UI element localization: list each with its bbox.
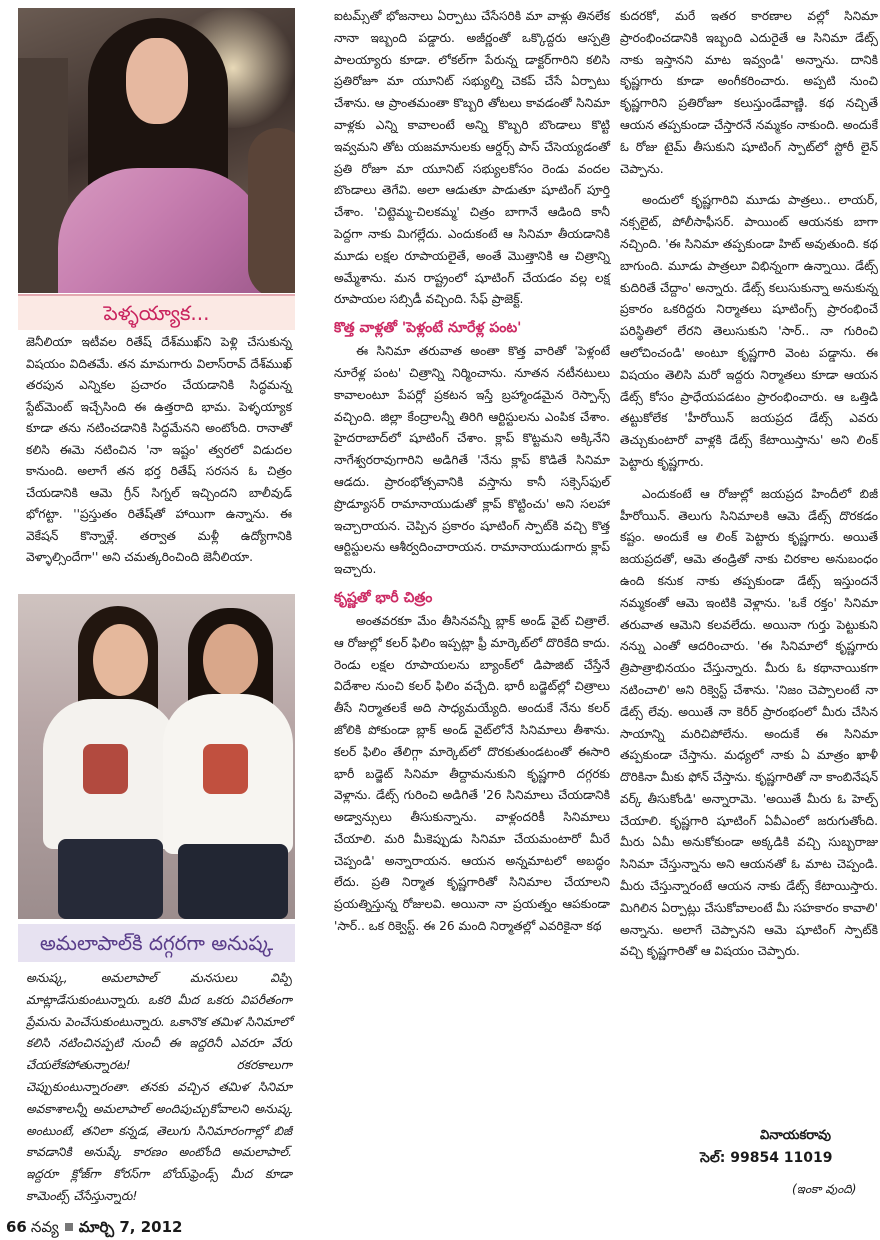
page-number: 66	[6, 1218, 27, 1236]
story-body-genelia	[26, 332, 292, 569]
story-heading-anushka: అమలాపాల్‌కి దగ్గరగా అనుష్క	[18, 924, 295, 962]
article-subheading: కొత్త వాళ్లతో 'పెళ్లంటే నూరేళ్ల పంట'	[334, 320, 522, 337]
article-column-right	[620, 6, 878, 963]
article-column-middle	[334, 6, 610, 938]
anushka-amalapaul-photo	[18, 594, 295, 919]
article-subheading: కృష్ణతో భారీ చిత్రం	[334, 589, 433, 606]
story-heading-genelia: పెళ్ళయ్యాక...	[18, 294, 295, 330]
story-body-anushka	[26, 968, 292, 1208]
page-footer	[6, 1218, 182, 1240]
article-paragraph: ఈ సినిమా తరువాత అంతా కొత్త వారితో 'పెళ్లంటే నూరేళ్ల పంట' చిత్రాన్ని నిర్మించాను. నూతన నటీనటులు కావాలంటూ పేపర్లో ప్రకటన ఇస్తే బ్రహ్మాండమైన రెస్పాన్స్ వచ్చింది. జిల్లా కేంద్రాలన్నీ తిరిగి ఆర్టిస్టులను ఎంపిక చేశాం. హైదరాబాద్‌లో షూటింగ్ చేశాం. క్లాప్ కొట్టమని అక్కినేని నాగేశ్వరరావుగారిని అడిగితే 'నేను క్లాప్ కొడితే సినిమా ఆడదు. ప్రారంభోత్సవానికి వస్తాను కానీ సక్సెస్‌ఫుల్ ప్రొడ్యూసర్ రామానాయుడుతో క్లాప్ కొట్టించు' అని సలహా ఇచ్చారాయన. చెప్పిన ప్రకారం షూటింగ్ స్పాట్‌కి వచ్చి కొత్త ఆర్టిస్టులను ఆశీర్వదించారాయన. రామానాయుడుగారు క్లాప్ ఇచ్చారు.	[334, 344, 610, 577]
continued-note: (ఇంకా వుంది)	[792, 1182, 857, 1196]
article-paragraph: కుదరకో, మరే ఇతర కారణాల వల్లో సినిమా ప్రారంభించడానికి ఇబ్బంది ఎదురైతే ఆ సినిమా డేట్స్ నాకు ఇస్తానని మాట ఇవ్వండి' అన్నాను. దానికి కృష్ణగారు కూడా అంగీకరించారు. అప్పటి నుంచి కృష్ణగారిని ప్రతిరోజూ కలుస్తుండేవాణ్ణి. కథ నచ్చితే ఆయన తప్పకుండా చేస్తారనే నమ్మకం నాకుంది. అందుకే ఓ రోజు టైమ్ తీసుకుని షూటింగ్ స్పాట్‌లో స్టోరీ లైన్ చెప్పాను.	[620, 9, 878, 176]
author-phone: సెల్: 99854 11019	[700, 1150, 833, 1166]
genelia-photo	[18, 8, 295, 293]
article-paragraph: అందులో కృష్ణగారివి మూడు పాత్రలు.. లాయర్, నక్సలైట్, పోలీసాఫీసర్. పాయింట్ ఆయనకు బాగా నచ్చింది. 'ఈ సినిమా తప్పకుండా హిట్ అవుతుంది. కథ బాగుంది. మూడు పాత్రలూ విభిన్నంగా ఉన్నాయి. డేట్స్ కుదిరితే చేద్దాం' అన్నారు. డేట్స్ కలుసుకున్నా అనుకున్న ప్రకారం ఒకరిద్దరు నిర్మాతలు షూటింగ్స్ ప్రారంభించే పరిస్థితిలో లేరని తెలుసుకుని 'సార్.. నా గురించి ఆలోచించండి' అంటూ కృష్ణగారి వెంట పడ్డాను. ఈ విషయం తెలిసి మరో ఇద్దరు నిర్మాతలు కూడా ఆయన డేట్స్ కోసం ప్రాధేయపడటం ప్రారంభించారు. ఆ ఒత్తిడి తట్టుకోలేక 'హీరోయిన్ జయప్రద డేట్స్ ఎవరు తెచ్చుకుంటారో వాళ్లకి డేట్స్ కేటాయిస్తాను' అని లింక్ పెట్టారు కృష్ణగారు.	[620, 193, 878, 469]
story-text: అనుష్క, అమలాపాల్ మనసులు విప్పి మాట్లాడేసుకుంటున్నారు. ఒకరి మీద ఒకరు విపరీతంగా ప్రేమను పెంచేసుకుంటున్నారు. ఒకానొక తమిళ సినిమాలో కలిసి నటించినప్పటి నుంచీ ఈ ఇద్దరినీ ఎవరూ వేరు చేయలేకపోతున్నారట! రకరకాలుగా చెప్పుకుంటున్నారంతా. తనకు వచ్చిన తమిళ సినిమా అవకాశాలన్నీ అమలాపాల్ అందిపుచ్చుకోవాలని అనుష్క అంటుంటే, తనిలా కన్నడ, తెలుగు సినిమారంగాల్లో బిజీ కావడానికి అనుష్కే కారణం అంటోంది అమలాపాల్. ఇద్దరూ క్లోజ్‌గా కోరస్‌గా బోయ్‌ఫ్రెండ్స్ మీద కూడా కామెంట్స్ చేసేస్తున్నారు!	[26, 971, 292, 1203]
issue-date: మార్చి 7, 2012	[78, 1218, 183, 1236]
article-paragraph: ఐటమ్స్‌తో భోజనాలు ఏర్పాటు చేసేసరికి మా వాళ్లు తినలేక నానా ఇబ్బంది పడ్డారు. అజీర్ణంతో ఒక్కొద్దరు ఆస్పత్రి పాలయ్యారు కూడా. లోకల్‌గా పేరున్న డాక్టర్‌గారిని కలిసి ప్రతిరోజూ మా యూనిట్ సభ్యుల్ని చెకప్ చేసే ఏర్పాటు చేశాను. ఆ ప్రాంతమంతా కొబ్బరి తోటలు కావడంతో సినిమా వాళ్లకు ఎన్ని కావాలంటే అన్ని కొబ్బరి బొండాలు కొట్టి ఇవ్వమని తోట యజమానులకు ఆర్డర్స్ పాస్ చేసెయ్యడంతో ప్రతి రోజూ మా యూనిట్ సభ్యులకోసం రెండు వందల బొండాలు తెగేవి. అలా ఆడుతూ పాడుతూ షూటింగ్ పూర్తి చేశాం. 'చిట్టెమ్మ-చిలకమ్మ' చిత్రం బాగానే ఆడింది కానీ పెద్దగా నాకు మిగల్లేదు. ఎందుకంటే ఆ సినిమా తీయడానికి మూడు లక్షల రూపాయలైతే, అంతే మొత్తానికి ఆ చిత్రాన్ని అమ్మేశాను. మన రాష్ట్రంలో షూటింగ్ చేయడం వల్ల లక్ష రూపాయల సబ్సిడీ వచ్చింది. సేఫ్ ప్రాజెక్ట్.	[334, 9, 610, 307]
article-paragraph: ఎందుకంటే ఆ రోజుల్లో జయప్రద హిందీలో బిజీ హీరోయిన్. తెలుగు సినిమాలకి ఆమె డేట్స్ దొరకడం కష్టం. అందుకే ఆ లింక్ పెట్టారు కృష్ణగారు. అయితే జయప్రదతో, ఆమె తండ్రితో నాకు చిరకాల అనుబంధం ఉంది కనుక నాకు తప్పకుండా డేట్స్ ఇస్తుందనే నమ్మకంతో ఆమె ఇంటికి వెళ్లాను. 'ఒకే రక్తం' సినిమా తరువాత ఆమెని కలవలేదు. అయినా గుర్తు పెట్టుకుని నన్ను ఎంతో ఆదరించారు. 'ఈ సినిమాలో కృష్ణగారు త్రిపాత్రాభినయం చేస్తున్నారు. మీరు ఓ కథానాయికగా నటించాలి' అని రిక్వెస్ట్ చేశాను. 'నిజం చెప్పాలంటే నా డేట్స్ లేవు. అయితే నా కెరీర్ ప్రారంభంలో మీరు చేసిన సాయాన్ని మరిచిపోలేను. అందుకే ఈ సినిమా తప్పకుండా చేస్తాను. మధ్యలో నాకు ఏ మాత్రం ఖాళీ దొరికినా మీకు ఫోన్ చేస్తాను. కృష్ణగారితో నా కాంబినేషన్ వర్క్ తీసుకోండి' అన్నారామె. 'అయితే మీరు ఓ హెల్ప్ చేయాలి. కృష్ణగారి షూటింగ్ ఏవీఎంలో జరుగుతోంది. మీరు ఏమీ అనుకోకుండా అక్కడికి వచ్చి సుబ్బరాజు సినిమా చేస్తున్నాను అని ఆయనతో ఓ మాట చెప్పండి. మీరు చేస్తున్నారంటే ఆయన నాకు డేట్స్ కేటాయిస్తారు. మిగిలిన ఏర్పాట్లు చేసుకోవాలంటే మీ సహకారం కావాలి' అన్నాను. అలాగే చెప్పానని ఆమె షూటింగ్ స్పాట్‌కి వచ్చి కృష్ణగారితో ఆ విషయం చెప్పారు.	[620, 486, 878, 959]
magazine-name: నవ్య	[30, 1218, 59, 1236]
article-paragraph: అంతవరకూ మేం తీసినవన్నీ బ్లాక్ అండ్ వైట్ చిత్రాలే. ఆ రోజుల్లో కలర్ ఫిలిం ఇప్పట్లా ఫ్రీ మార్కెట్‌లో దొరికేది కాదు. రెండు లక్షల రూపాయలను బ్యాంక్‌లో డిపాజిట్ చేస్తేనే విదేశాల నుంచి కలర్ ఫిలిం వచ్చేది. భారీ బడ్జెట్‌ల్లో చిత్రాలు తీసే నిర్మాతలకే అది సాధ్యమయ్యేది. అందుకే నేను కలర్ జోలికి పోకుండా బ్లాక్ అండ్ వైట్‌లోనే సినిమాలు తీశాను. కలర్ ఫిలిం తేలిగ్గా మార్కెట్‌లో దొరకుతుండటంతో ఈసారి భారీ బడ్జెట్ సినిమా తీద్దామనుకుని కృష్ణగారి దగ్గరకు వెళ్లాను. డేట్స్ గురించి అడిగితే '26 సినిమాలు చేయడానికి అడ్వాన్సులు తీసుకున్నాను. వాళ్లందరికీ సినిమాలు చేయాలి. మరి మీకెప్పుడు సినిమా చేయమంటారో మీరే చెప్పండి' అన్నారాయన. ఆయన అన్నమాటలో అబద్ధం లేదు. ప్రతి నిర్మాత కృష్ణగారితో సినిమాల చేయాలని ప్రయత్నిస్తున్న రోజులవి. అయినా నా ప్రయత్నం ఆపకుండా 'సార్.. ఒక రిక్వెస్ట్. ఈ 26 మంది నిర్మాతల్లో ఎవరికైనా కథ	[334, 613, 610, 934]
story-text: జెనీలియా ఇటీవల రితేష్ దేశ్‌ముఖ్‌ని పెళ్లి చేసుకున్న విషయం విదితమే. తన మామగారు విలాస్‌రావ్ దేశ్‌ముఖ్ తరపున ఎన్నికల ప్రచారం చేయడానికి సిద్ధమన్న స్టేట్‌మెంట్ ఇచ్చేసింది ఈ ఉత్తరాది భామ. పెళ్ళయ్యాక కూడా తను నటించడానికి సిద్ధమేనని అంటోంది. రానాతో కలిసి ఈమె నటించిన 'నా ఇష్టం' త్వరలో విడుదల కానుంది. అలాగే తన భర్త రితేష్ సరసన ఓ చిత్రం చేయడానికి ఆమె గ్రీన్ సిగ్నల్ ఇచ్చిందని బాలీవుడ్ భోగట్టా. ''ప్రస్తుతం రితేష్‌తో హాయిగా ఉన్నాను. ఈ వెకేషన్ కొన్నాళ్లే. తర్వాత మళ్లీ ఉద్యోగానికి వెళ్ళాల్సిందేగా'' అని చమత్కరించింది జెనీలియా.	[26, 335, 292, 564]
square-bullet-icon	[65, 1223, 73, 1231]
author-name: వినాయకరావు	[760, 1128, 832, 1143]
